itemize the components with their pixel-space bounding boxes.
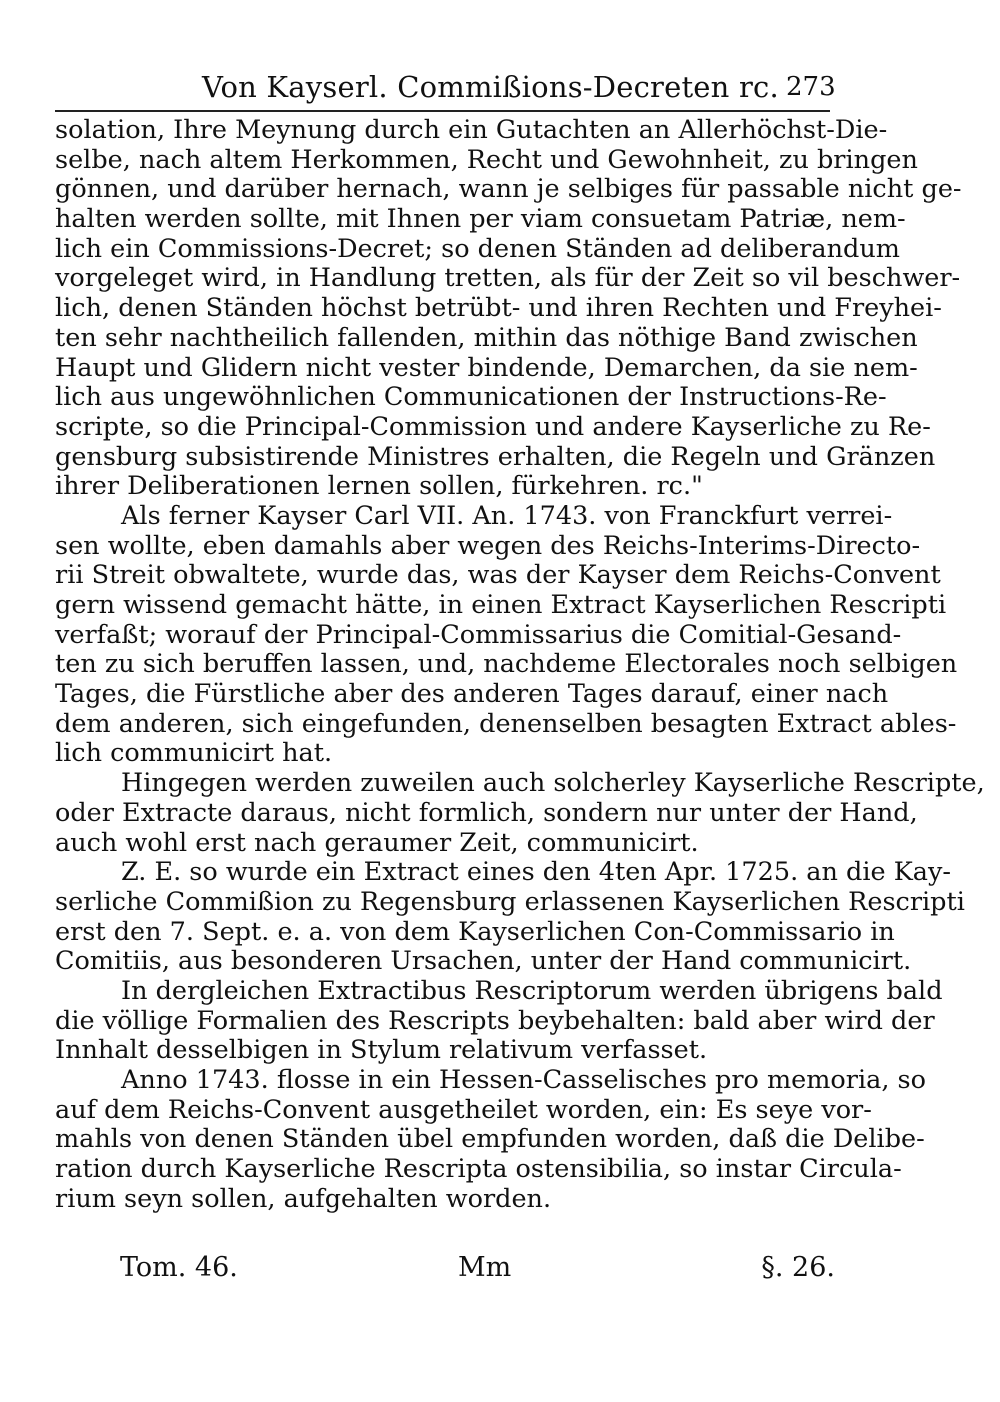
text-line: erst den 7. Sept. e. a. von dem Kayserlichen Con-Commissario in (55, 916, 895, 947)
text-line: auch wohl erst nach geraumer Zeit, communicirt. (55, 827, 699, 858)
text-line: Comitiis, aus besonderen Ursachen, unter der Hand communicirt. (55, 946, 912, 977)
text-line: oder Extracte daraus, nicht formlich, sondern nur unter der Hand, (55, 797, 918, 828)
text-line: In dergleichen Extractibus Rescriptorum werden übrigens bald (121, 975, 943, 1006)
body-text (55, 115, 985, 1214)
volume-signature: Tom. 46. (120, 1252, 238, 1283)
text-line: Haupt und Glidern nicht vester bindende, Demarchen, da sie nem- (55, 352, 918, 383)
text-line: dem anderen, sich eingefunden, denenselben besagten Extract ables- (55, 708, 957, 739)
text-line: lich communicirt hat. (55, 738, 333, 769)
text-line: gern wissend gemacht hätte, in einen Extract Kayserlichen Rescripti (55, 590, 947, 620)
text-line: Z. E. so wurde ein Extract eines den 4ten Apr. 1725. an die Kay- (121, 857, 951, 888)
text-line: ihrer Deliberationen lernen sollen, fürkehren. rc." (55, 471, 703, 502)
paragraph (55, 500, 958, 769)
text-line: vorgeleget wird, in Handlung tretten, als für der Zeit so vil beschwer- (55, 263, 961, 294)
text-line: gensburg subsistirende Ministres erhalten, die Regeln und Gränzen (55, 441, 936, 472)
text-line: gönnen, und darüber hernach, wann je selbiges für passable nicht ge- (55, 174, 962, 205)
text-line: Innhalt desselbigen in Stylum relativum verfasset. (55, 1035, 708, 1066)
text-line: rii Streit obwaltete, wurde das, was der Kayser dem Reichs-Convent (55, 560, 941, 591)
page-number: 273 (786, 72, 836, 102)
text-line: serliche Commißion zu Regensburg erlassenen Kayserlichen Rescripti (55, 886, 965, 917)
paragraph (55, 115, 962, 502)
text-line: Tages, die Fürstliche aber des anderen Tages darauf, einer nach (55, 679, 889, 710)
text-line: lich ein Commissions-Decret; so denen Ständen ad deliberandum (55, 233, 900, 264)
text-line: lich, denen Ständen höchst betrübt- und ihren Rechten und Freyhei- (55, 293, 942, 324)
paragraph (55, 857, 965, 977)
paragraph (55, 975, 943, 1066)
page-footer (120, 1252, 835, 1288)
text-line: ten sehr nachtheilich fallenden, mithin das nöthige Band zwischen (55, 322, 918, 353)
header-rule (55, 110, 830, 112)
text-line: ration durch Kayserliche Rescripta ostensibilia, so instar Circula- (55, 1154, 902, 1185)
text-line: mahls von denen Ständen übel empfunden worden, daß die Delibe- (55, 1124, 925, 1155)
sheet-mark: Mm (458, 1252, 512, 1283)
paragraph (55, 1065, 926, 1214)
text-line: sen wollte, eben damahls aber wegen des Reichs-Interims-Directo- (55, 530, 921, 561)
page-header (60, 70, 840, 104)
text-line: Als ferner Kayser Carl VII. An. 1743. von Franckfurt verrei- (121, 500, 893, 531)
text-line: selbe, nach altem Herkommen, Recht und Gewohnheit, zu bringen (55, 144, 918, 175)
text-line: Hingegen werden zuweilen auch solcherley Kayserliche Rescripte, (121, 768, 985, 799)
text-line: auf dem Reichs-Convent ausgetheilet worden, ein: Es seye vor- (55, 1094, 872, 1125)
catchword: §. 26. (761, 1252, 835, 1283)
text-line: scripte, so die Principal-Commission und andere Kayserliche zu Re- (55, 411, 931, 442)
text-line: lich aus ungewöhnlichen Communicationen der Instructions-Re- (55, 382, 887, 413)
paragraph (55, 768, 985, 858)
text-line: Anno 1743. flosse in ein Hessen-Casselisches pro memoria, so (121, 1065, 926, 1095)
text-line: solation, Ihre Meynung durch ein Gutachten an Allerhöchst-Die- (55, 115, 888, 145)
text-line: die völlige Formalien des Rescripts beybehalten: bald aber wird der (55, 1005, 935, 1036)
running-head: Von Kayserl. Commißions-Decreten rc. (202, 70, 779, 104)
text-line: ten zu sich beruffen lassen, und, nachdeme Electorales noch selbigen (55, 649, 958, 680)
text-line: halten werden sollte, mit Ihnen per viam consuetam Patriæ, nem- (55, 204, 906, 235)
text-line: rium seyn sollen, aufgehalten worden. (55, 1183, 552, 1214)
text-line: verfaßt; worauf der Principal-Commissarius die Comitial-Gesand- (55, 619, 902, 650)
